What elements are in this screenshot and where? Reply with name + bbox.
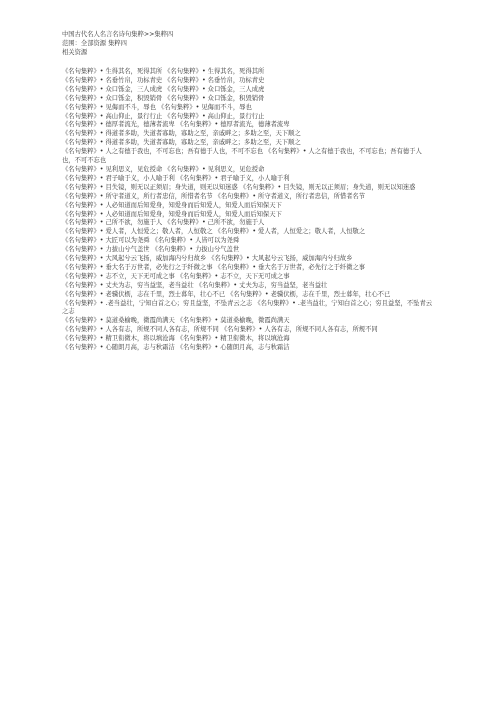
quote-entry: 《名句集粹》• 得道者多助，失道者寡助，寡助之至，亲戚畔之；多助之至，天下顺之 <box>62 139 301 147</box>
range-line: 范围：全部资源 集粹四 <box>62 40 127 47</box>
related-resources-label: 相关资源 <box>62 49 88 56</box>
quote-entry: 《名句集粹》• 垂大名于万世者，必先行之于纤微之事 《名句集粹》• 垂大名于万世者，必先行之于纤微之事 <box>62 263 366 271</box>
quote-entry: 《名句集粹》• 心随朗月高，志与秋霜洁 《名句集粹》• 心随朗月高，志与秋霜洁 <box>62 344 290 352</box>
quote-entry: 《名句集粹》• 力拔山兮气盖世 《名句集粹》• 力拔山兮气盖世 <box>62 246 240 254</box>
quote-entry: 《名句集粹》• 名垂竹帛，功标青史 《名句集粹》• 名垂竹帛，功标青史 <box>62 76 265 84</box>
quote-entry: 《名句集粹》• 莫道桑榆晚，微霞尚满天 《名句集粹》• 莫道桑榆晚，微霞尚满天 <box>62 317 290 325</box>
quote-entry: 《名句集粹》• 众口铄金，三人成虎 《名句集粹》• 众口铄金，三人成虎 <box>62 85 265 93</box>
quote-entry: 《名句集粹》• 己所不欲，勿施于人 《名句集粹》• 己所不欲，勿施于人 <box>62 219 265 227</box>
spacer <box>62 57 434 66</box>
quote-entry: 《名句集粹》• 老骥伏枥，志在千里，烈士暮年，壮心不已 《名句集粹》• 老骥伏枥，志在千里，烈士暮年，壮心不已 <box>62 290 391 298</box>
quote-entry: 《名句集粹》• 大风起兮云飞扬，威加海内兮归故乡 《名句集粹》• 大风起兮云飞扬，威加海内兮归故乡 <box>62 255 353 263</box>
quote-entry: 《名句集粹》• 得道者多助，失道者寡助，寡助之至，亲戚畔之；多助之至，天下顺之 <box>62 130 301 138</box>
quote-entry: 《名句集粹》• 所守者道义，所行者忠信，所惜者名节 《名句集粹》• 所守者道义，所行者忠信，所惜者名节 <box>62 192 366 200</box>
quote-entry: 《名句集粹》• 见利思义，见危授命 《名句集粹》• 见利思义，见危授命 <box>62 165 265 173</box>
document-title: 中国古代名人名言名诗句集粹>>集粹四 <box>62 31 174 38</box>
quote-entry: 《名句集粹》• 目失镜，则无以正须眉；身失道，则无以知迷惑 《名句集粹》• 目失镜，则无以正须眉；身失道，则无以知迷惑 <box>62 183 416 191</box>
quote-entry: 《名句集粹》• 人必知道而后知爱身，知爱身而后知爱人，知爱人而后知保天下 <box>62 210 282 218</box>
quote-entry: 《名句集粹》• .老当益壮，宁知白首之心；穷且益坚，不坠青云之志 《名句集粹》• .老当益壮，宁知白首之心；穷且益坚，不坠青云之志 <box>62 299 433 316</box>
quote-entry: 《名句集粹》• 爱人者，人恒爱之；敬人者，人恒敬之 《名句集粹》• 爱人者，人恒爱之；敬人者，人恒敬之 <box>62 228 366 236</box>
quote-entry: 《名句集粹》• 人之有德于我也，不可忘也；吾有德于人也，不可不忘也 《名句集粹》• 人之有德于我也，不可忘也；吾有德于人也，不可不忘也 <box>62 148 422 165</box>
quote-entry: 《名句集粹》• 高山仰止，景行行止 《名句集粹》• 高山仰止，景行行止 <box>62 112 265 120</box>
quote-entry: 《名句集粹》• 大匠可以为尧舜 《名句集粹》• 人皆可以为尧舜 <box>62 237 240 245</box>
quote-entry: 《名句集粹》• 众口铄金，积毁销骨 《名句集粹》• 众口铄金，积毁销骨 <box>62 94 265 102</box>
quote-entry: 《名句集粹》• 德厚者流光，德薄者流卑 《名句集粹》• 德厚者流光，德薄者流卑 <box>62 121 290 129</box>
quote-entry: 《名句集粹》• 志不立，天下无可成之事 《名句集粹》• 志不立，天下无可成之事 <box>62 272 290 280</box>
quote-entry: 《名句集粹》• 人各有志，所规不同人各有志，所规不同 《名句集粹》• 人各有志，所规不同人各有志，所规不同 <box>62 326 378 334</box>
quote-entry: 《名句集粹》• 生得其名，死得其所 《名句集粹》• 生得其名，死得其所 <box>62 68 265 75</box>
quote-entry: 《名句集粹》• 君子喻于义，小人喻于利 《名句集粹》• 君子喻于义，小人喻于利 <box>62 174 290 182</box>
quote-entry: 《名句集粹》• 人必知道而后知爱身，知爱身而后知爱人，知爱人而后知保天下 <box>62 201 282 209</box>
quote-entry: 《名句集粹》• 丈夫为志，穷当益坚，老当益壮 《名句集粹》• 丈夫为志，穷当益坚，老当益壮 <box>62 281 328 289</box>
quote-entry: 《名句集粹》• 精卫衔微木，将以填沧海 《名句集粹》• 精卫衔微木，将以填沧海 <box>62 335 290 343</box>
quote-entry: 《名句集粹》• 见侮而不斗，辱也 《名句集粹》• 见侮而不斗，辱也 <box>62 103 252 111</box>
quote-list <box>62 68 434 353</box>
